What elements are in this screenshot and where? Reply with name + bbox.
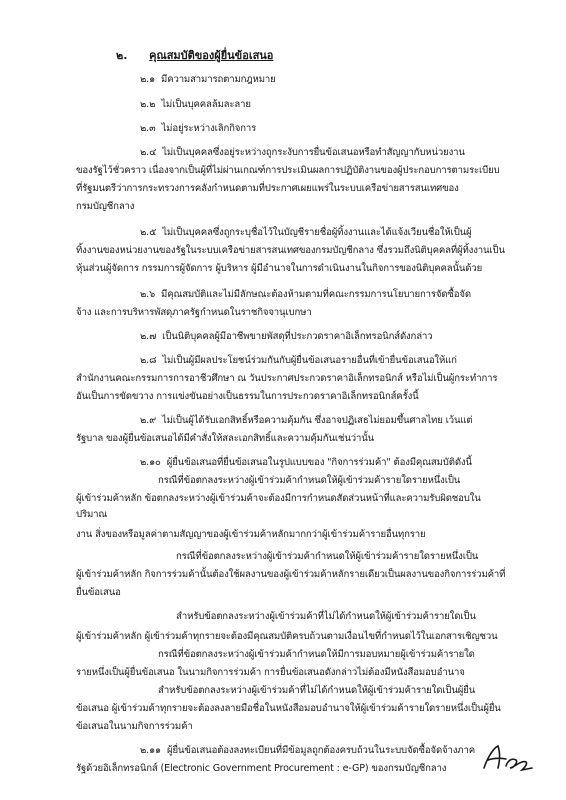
item-number: ๒.๓ — [140, 123, 156, 134]
item-text: ผู้ยื่นข้อเสนอที่ยื่นข้อเสนอในรูปแบบของ "กิจการร่วมค้า" ต้องมีคุณสมบัติดังนี้ — [166, 457, 472, 468]
item-text: ไม่อยู่ระหว่างเลิกกิจการ — [161, 123, 257, 134]
signature-initials — [478, 738, 538, 778]
item-number: ๒.๔ — [140, 147, 157, 158]
item-text: ผู้ยื่นข้อเสนอต้องลงทะเบียนที่มีข้อมูลถูกต้องครบถ้วนในระบบจัดซื้อจัดจ้างภาค — [166, 745, 475, 756]
item-text: ไม่เป็นบุคคลล้มละลาย — [161, 99, 251, 110]
item-text: ยื่นข้อเสนอ — [76, 587, 121, 598]
item-2-2 — [140, 98, 251, 111]
item-text: ผู้เข้าร่วมค้าหลัก ผู้เข้าร่วมค้าทุกรายจะต้องมีคุณสมบัติครบถ้วนตามเงื่อนไขที่กำหนดไว้ในเอกสารเชิญชวน — [76, 631, 498, 642]
item-number: ๒.๑ — [140, 74, 156, 85]
item-text: เป็นนิติบุคคลผู้มีอาชีพขายพัสดุที่ประกวดราคาอิเล็กทรอนิกส์ดังกล่าว — [162, 331, 433, 342]
item-2-4 — [140, 146, 465, 159]
item-number: ๒.๑๑ — [140, 745, 161, 756]
item-text: ของรัฐไว้ชั่วคราว เนื่องจากเป็นผู้ที่ไม่ผ่านเกณฑ์การประเมินผลการปฏิบัติงานของผู้ประกอบการตามระเบียบ — [76, 165, 500, 176]
item-text: รัฐด้วยอิเล็กทรอนิกส์ (Electronic Government Procurement : e-GP) ของกรมบัญชีกลาง — [76, 763, 447, 774]
item-2-9 — [140, 414, 472, 427]
item-text: รายหนึ่งเป็นผู้ยื่นข้อเสนอ ในนามกิจการร่วมค้า การยื่นข้อเสนอดังกล่าวไม่ต้องมีหนังสือมอบอำนาจ — [76, 667, 465, 678]
item-text: ข้อเสนอ ผู้เข้าร่วมค้าทุกรายจะต้องลงลายมือชื่อในหนังสือมอบอำนาจให้ผู้เข้าร่วมค้ารายใดรายหนึ่งเป็นผู้ยื่น — [76, 703, 501, 714]
section-number: ๒. — [116, 49, 128, 62]
item-2-5 — [140, 226, 472, 239]
item-2-8 — [140, 354, 457, 367]
item-text: มีความสามารถตามกฎหมาย — [161, 74, 276, 85]
item-2-10 — [140, 456, 472, 469]
item-text: รัฐบาล ของผู้ยื่นข้อเสนอได้มีคำสั่งให้สละเอกสิทธิ์และความคุ้มกันเช่นว่านั้น — [76, 433, 375, 444]
item-text: ไม่เป็นผู้ได้รับเอกสิทธิ์หรือความคุ้มกัน ซึ่งอาจปฏิเสธไม่ยอมขึ้นศาลไทย เว้นแต่ — [161, 415, 473, 426]
item-text: สำหรับข้อตกลงระหว่างผู้เข้าร่วมค้าที่ไม่ได้กำหนดให้ผู้เข้าร่วมค้ารายใดเป็นผู้ยื่น — [158, 685, 476, 696]
item-number: ๒.๖ — [140, 289, 156, 300]
item-text: สำนักงานคณะกรรมการการอาชีวศึกษา ณ วันประกาศประกวดราคาอิเล็กทรอนิกส์ หรือไม่เป็นผู้กระทำการ — [76, 373, 498, 384]
item-text: ไม่เป็นบุคคลซึ่งถูกระบุชื่อไว้ในบัญชีรายชื่อผู้ทิ้งงานและได้แจ้งเวียนชื่อให้เป็นผู้ — [162, 227, 472, 238]
item-2-11 — [140, 744, 475, 757]
item-text: ผู้เข้าร่วมค้าหลัก ข้อตกลงระหว่างผู้เข้าร่วมค้าจะต้องมีการกำหนดสัดส่วนหน้าที่และความรับผิดชอบใน — [76, 493, 481, 504]
item-text: กรมบัญชีกลาง — [76, 201, 135, 212]
item-text: ผู้เข้าร่วมค้าหลัก กิจการร่วมค้านั้นต้องใช้ผลงานของผู้เข้าร่วมค้าหลักรายเดียวเป็นผลงานของกิจการร่วมค้าที่ — [76, 569, 506, 580]
item-text: งาน สิ่งของหรือมูลค่าตามสัญญาของผู้เข้าร่วมค้าหลักมากกว่าผู้เข้าร่วมค้ารายอื่นทุกราย — [76, 529, 426, 540]
item-2-1 — [140, 73, 276, 86]
item-text: ไม่เป็นผู้มีผลประโยชน์ร่วมกันกับผู้ยื่นข้อเสนอรายอื่นที่เข้ายื่นข้อเสนอให้แก่ — [162, 355, 457, 366]
item-text: ข้อเสนอในนามกิจการร่วมค้า — [76, 721, 193, 732]
section-title: คุณสมบัติของผู้ยื่นข้อเสนอ — [149, 49, 274, 62]
item-text: กรณีที่ข้อตกลงระหว่างผู้เข้าร่วมค้ากำหนดให้ผู้เข้าร่วมค้ารายใดรายหนึ่งเป็น — [176, 551, 479, 562]
item-text: ปริมาณ — [76, 509, 108, 520]
item-2-6 — [140, 288, 471, 301]
item-number: ๒.๒ — [140, 99, 156, 110]
item-number: ๒.๑๐ — [140, 457, 161, 468]
item-text: ไม่เป็นบุคคลซึ่งอยู่ระหว่างถูกระงับการยื่นข้อเสนอหรือทำสัญญากับหน่วยงาน — [162, 147, 465, 158]
item-text: กรณีที่ข้อตกลงระหว่างผู้เข้าร่วมค้ากำหนดให้ผู้เข้าร่วมค้ารายใดรายหนึ่งเป็น — [158, 475, 461, 486]
item-text: ที่รัฐมนตรีว่าการกระทรวงการคลังกำหนดตามที่ประกาศเผยแพร่ในระบบเครือข่ายสารสนเทศของ — [76, 183, 459, 194]
item-2-3 — [140, 122, 256, 135]
item-text: จ้าง และการบริหารพัสดุภาครัฐกำหนดในราชกิจจานุเบกษา — [76, 307, 312, 318]
item-number: ๒.๙ — [140, 415, 156, 426]
item-text: อันเป็นการขัดขวาง การแข่งขันอย่างเป็นธรรมในการประกวดราคาอิเล็กทรอนิกส์ครั้งนี้ — [76, 391, 419, 402]
item-number: ๒.๕ — [140, 227, 157, 238]
item-text: กรณีที่ข้อตกลงระหว่างผู้เข้าร่วมค้ากำหนดให้มีการมอบหมายผู้เข้าร่วมค้ารายใด — [158, 649, 475, 660]
item-text: ทิ้งงานของหน่วยงานของรัฐในระบบเครือข่ายสารสนเทศของกรมบัญชีกลาง ซึ่งรวมถึงนิติบุคคลที่ผู้ทิ้งงานเป็น — [76, 245, 505, 256]
section-heading — [116, 46, 273, 64]
item-text: มีคุณสมบัติและไม่มีลักษณะต้องห้ามตามที่คณะกรรมการนโยบายการจัดซื้อจัด — [161, 289, 471, 300]
item-number: ๒.๗ — [140, 331, 157, 342]
item-text: หุ้นส่วนผู้จัดการ กรรมการผู้จัดการ ผู้บริหาร ผู้มีอำนาจในการดำเนินงานในกิจการของนิติบุคคลนั้นด้วย — [76, 263, 483, 274]
item-number: ๒.๘ — [140, 355, 157, 366]
item-2-7 — [140, 330, 432, 343]
item-text: สำหรับข้อตกลงระหว่างผู้เข้าร่วมค้าที่ไม่ได้กำหนดให้ผู้เข้าร่วมค้ารายใดเป็น — [176, 611, 476, 622]
